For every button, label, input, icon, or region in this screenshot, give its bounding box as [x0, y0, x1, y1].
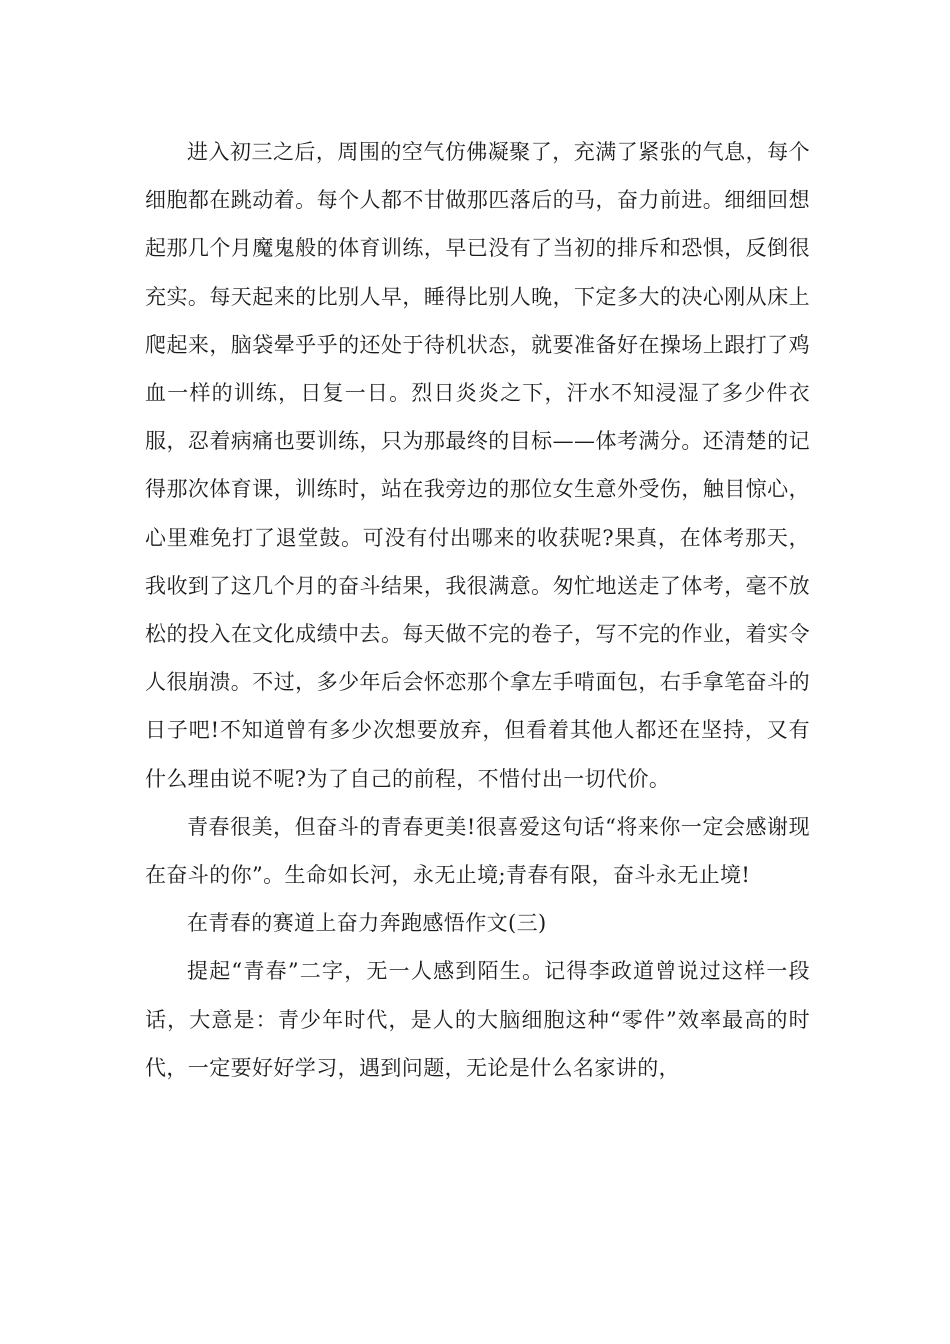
section-heading: 在青春的赛道上奋力奔跑感悟作文(三) [187, 911, 547, 936]
paragraph-2: 青春很美，但奋斗的青春更美!很喜爱这句话“将来你一定会感谢现在奋斗的你”。生命如长河，永无止境;青春有限，奋斗永无止境! [145, 814, 810, 888]
paragraph-1: 进入初三之后，周围的空气仿佛凝聚了，充满了紧张的气息，每个细胞都在跳动着。每个人都不甘做那匹落后的马，奋力前进。细细回想起那几个月魔鬼般的体育训练，早已没有了当初的排斥和恐惧，反倒很充实。每天起来的比别人早，睡得比别人晚，下定多大的决心刚从床上爬起来，脑袋晕乎乎的还处于待机状态，就要准备好在操场上跟打了鸡血一样的训练，日复一日。烈日炎炎之下，汗水不知浸湿了多少件衣服，忍着病痛也要训练，只为那最终的目标——体考满分。还清楚的记得那次体育课，训练时，站在我旁边的那位女生意外受伤，触目惊心，心里难免打了退堂鼓。可没有付出哪来的收获呢?果真，在体考那天，我收到了这几个月的奋斗结果，我很满意。匆忙地送走了体考，毫不放松的投入在文化成绩中去。每天做不完的卷子，写不完的作业，着实令人很崩溃。不过，多少年后会怀恋那个拿左手啃面包，右手拿笔奋斗的日子吧!不知道曾有多少次想要放弃，但看着其他人都还在坚持，又有什么理由说不呢?为了自己的前程，不惜付出一切代价。 [145, 140, 810, 791]
paragraph-3: 提起“青春”二字，无一人感到陌生。记得李政道曾说过这样一段话，大意是：青少年时代，是人的大脑细胞这种“零件”效率最高的时代，一定要好好学习，遇到问题，无论是什么名家讲的， [145, 959, 810, 1080]
document-body [145, 128, 810, 1092]
